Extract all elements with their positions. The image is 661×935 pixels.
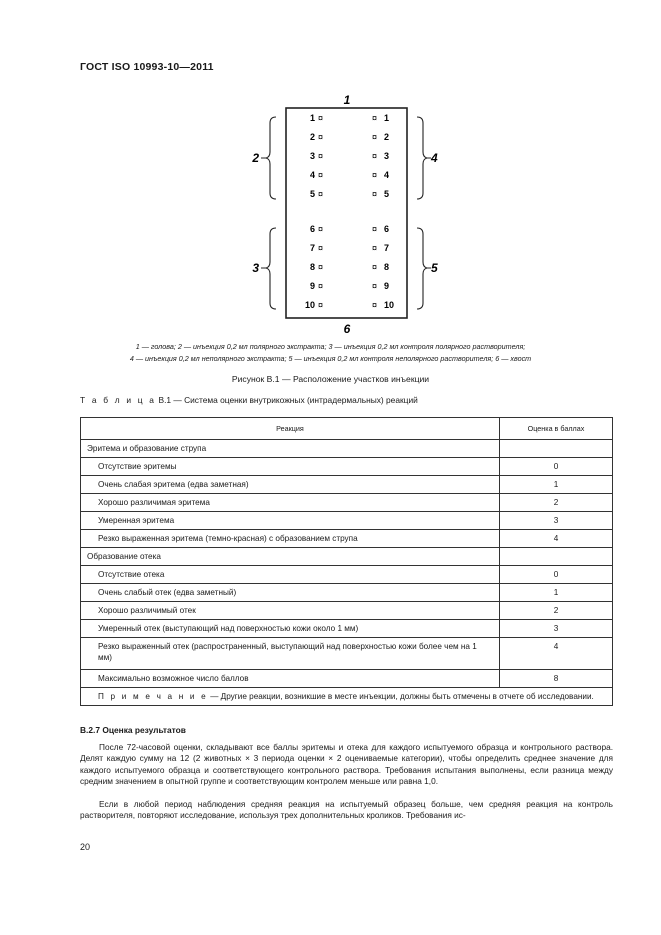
- site-marker-right-8: ¤: [371, 262, 377, 272]
- reaction-cell: Резко выраженная эритема (темно-красная) с образованием струпа: [81, 530, 500, 548]
- site-marker-left-3: ¤: [318, 151, 324, 161]
- score-cell: 0: [500, 458, 613, 476]
- injection-site-diagram: [0, 0, 661, 370]
- note-text: — Другие реакции, возникшие в месте инъекции, должны быть отмечены в отчете об исследовании.: [207, 692, 594, 701]
- site-label-left-9: 9: [309, 281, 315, 291]
- table-row: [81, 638, 613, 670]
- reaction-cell: Образование отека: [81, 548, 500, 566]
- reaction-cell: Очень слабый отек (едва заметный): [81, 584, 500, 602]
- table-row: [81, 530, 613, 548]
- callout-6: 6: [343, 322, 351, 336]
- site-label-left-7: 7: [309, 243, 315, 253]
- table-row: [81, 476, 613, 494]
- site-marker-left-7: ¤: [318, 243, 324, 253]
- figure-legend-line-1: 1 — голова; 2 — инъекция 0,2 мл полярного экстракта; 3 — инъекция 0,2 мл контроля полярного растворителя;: [135, 342, 526, 351]
- score-cell: 8: [500, 670, 613, 688]
- site-label-left-3: 3: [309, 151, 315, 161]
- bracket-right-lower: [417, 228, 427, 309]
- table-row: [81, 620, 613, 638]
- table-row: [81, 458, 613, 476]
- score-cell: 3: [500, 620, 613, 638]
- site-marker-left-1: ¤: [318, 113, 324, 123]
- score-cell: [500, 440, 613, 458]
- site-label-right-5: 5: [384, 189, 390, 199]
- score-cell: 4: [500, 530, 613, 548]
- reaction-scoring-table: [80, 417, 613, 706]
- callout-3: 3: [252, 261, 259, 275]
- site-label-left-5: 5: [309, 189, 315, 199]
- table-row: [81, 584, 613, 602]
- table-title-text: B.1 — Система оценки внутрикожных (интрадермальных) реакций: [156, 395, 418, 405]
- site-marker-right-4: ¤: [371, 170, 377, 180]
- reaction-cell: Хорошо различимый отек: [81, 602, 500, 620]
- site-label-left-4: 4: [309, 170, 315, 180]
- score-cell: 1: [500, 584, 613, 602]
- site-label-left-1: 1: [309, 113, 315, 123]
- table-row: [81, 440, 613, 458]
- score-cell: [500, 548, 613, 566]
- site-label-left-10: 10: [304, 300, 315, 310]
- reaction-cell: Резко выраженный отек (распространенный, выступающий над поверхностью кожи более чем на 1 мм): [81, 638, 500, 670]
- callout-2: 2: [252, 151, 259, 165]
- table-row: [81, 602, 613, 620]
- reaction-cell: Отсутствие эритемы: [81, 458, 500, 476]
- reaction-cell: Максимально возможное число баллов: [81, 670, 500, 688]
- paragraph-repeat: Если в любой период наблюдения средняя реакция на испытуемый образец больше, чем средняя реакция на контроль растворителя, повторяют исследование, используя трех дополнительных кроликов. Требования ис-: [80, 799, 613, 821]
- page-number: 20: [80, 842, 91, 852]
- site-marker-left-10: ¤: [318, 300, 324, 310]
- injection-sites: [305, 113, 394, 310]
- callout-1: 1: [343, 93, 351, 107]
- site-label-right-6: 6: [384, 224, 390, 234]
- column-header-reaction: Реакция: [81, 418, 500, 440]
- table-row: [81, 512, 613, 530]
- site-marker-right-6: ¤: [371, 224, 377, 234]
- site-marker-right-2: ¤: [371, 132, 377, 142]
- reaction-cell: Очень слабая эритема (едва заметная): [81, 476, 500, 494]
- table-note: [81, 688, 613, 706]
- table-title-prefix: Т а б л и ц а: [80, 395, 157, 405]
- score-cell: 0: [500, 566, 613, 584]
- table-row: [81, 548, 613, 566]
- site-label-right-9: 9: [384, 281, 390, 291]
- score-cell: 3: [500, 512, 613, 530]
- reaction-cell: Умеренная эритема: [81, 512, 500, 530]
- site-marker-right-3: ¤: [371, 151, 377, 161]
- reaction-cell: Отсутствие отека: [81, 566, 500, 584]
- table-note-row: [81, 688, 613, 706]
- callout-4: 4: [431, 151, 438, 165]
- table-row: [81, 670, 613, 688]
- score-cell: 2: [500, 602, 613, 620]
- bracket-left-lower: [266, 228, 276, 309]
- table-row: [81, 494, 613, 512]
- site-label-right-4: 4: [384, 170, 390, 180]
- site-marker-left-9: ¤: [318, 281, 324, 291]
- site-label-right-2: 2: [384, 132, 390, 142]
- reaction-cell: Умеренный отек (выступающий над поверхностью кожи около 1 мм): [81, 620, 500, 638]
- site-marker-right-10: ¤: [371, 300, 377, 310]
- site-marker-left-5: ¤: [318, 189, 324, 199]
- score-cell: 1: [500, 476, 613, 494]
- site-label-left-2: 2: [309, 132, 315, 142]
- note-prefix: П р и м е ч а н и е: [98, 692, 208, 701]
- site-label-right-8: 8: [384, 262, 390, 272]
- reaction-cell: Эритема и образование струпа: [81, 440, 500, 458]
- site-marker-left-6: ¤: [318, 224, 324, 234]
- site-label-left-8: 8: [309, 262, 315, 272]
- site-label-left-6: 6: [309, 224, 315, 234]
- paragraph-results: После 72-часовой оценки, складывают все баллы эритемы и отека для каждого испытуемого образца и контрольного раствора. Делят каждую сумму на 12 (2 животных × 3 периода оценки × 2 оцениваемые категории), чтобы определить среднее значение для каждого испытуемого образца и соответствующего контрольного раствора. Требования испытания выполнены, если разница между средним значением в опытной группе и соответствующим контролем меньше или равна 1,0.: [80, 742, 613, 786]
- score-cell: 4: [500, 638, 613, 670]
- document-header: ГОСТ ISO 10993-10—2011: [80, 61, 214, 73]
- site-marker-right-9: ¤: [371, 281, 377, 291]
- table-title: [80, 395, 418, 405]
- reaction-cell: Хорошо различимая эритема: [81, 494, 500, 512]
- table-row: [81, 566, 613, 584]
- figure-legend-line-2: 4 — инъекция 0,2 мл неполярного экстракта; 5 — инъекция 0,2 мл контроля неполярного растворителя; 6 — хвост: [129, 354, 532, 363]
- column-header-score: Оценка в баллах: [500, 418, 613, 440]
- site-label-right-7: 7: [384, 243, 390, 253]
- score-cell: 2: [500, 494, 613, 512]
- site-marker-left-2: ¤: [318, 132, 324, 142]
- site-marker-right-1: ¤: [371, 113, 377, 123]
- site-marker-left-8: ¤: [318, 262, 324, 272]
- site-marker-right-7: ¤: [371, 243, 377, 253]
- figure-caption: Рисунок B.1 — Расположение участков инъекции: [231, 374, 430, 384]
- bracket-left-upper: [266, 117, 276, 199]
- site-label-right-1: 1: [384, 113, 390, 123]
- bracket-right-upper: [417, 117, 427, 199]
- site-marker-right-5: ¤: [371, 189, 377, 199]
- site-label-right-10: 10: [384, 300, 395, 310]
- site-label-right-3: 3: [384, 151, 390, 161]
- section-title: В.2.7 Оценка результатов: [80, 725, 186, 735]
- site-marker-left-4: ¤: [318, 170, 324, 180]
- callout-5: 5: [431, 261, 438, 275]
